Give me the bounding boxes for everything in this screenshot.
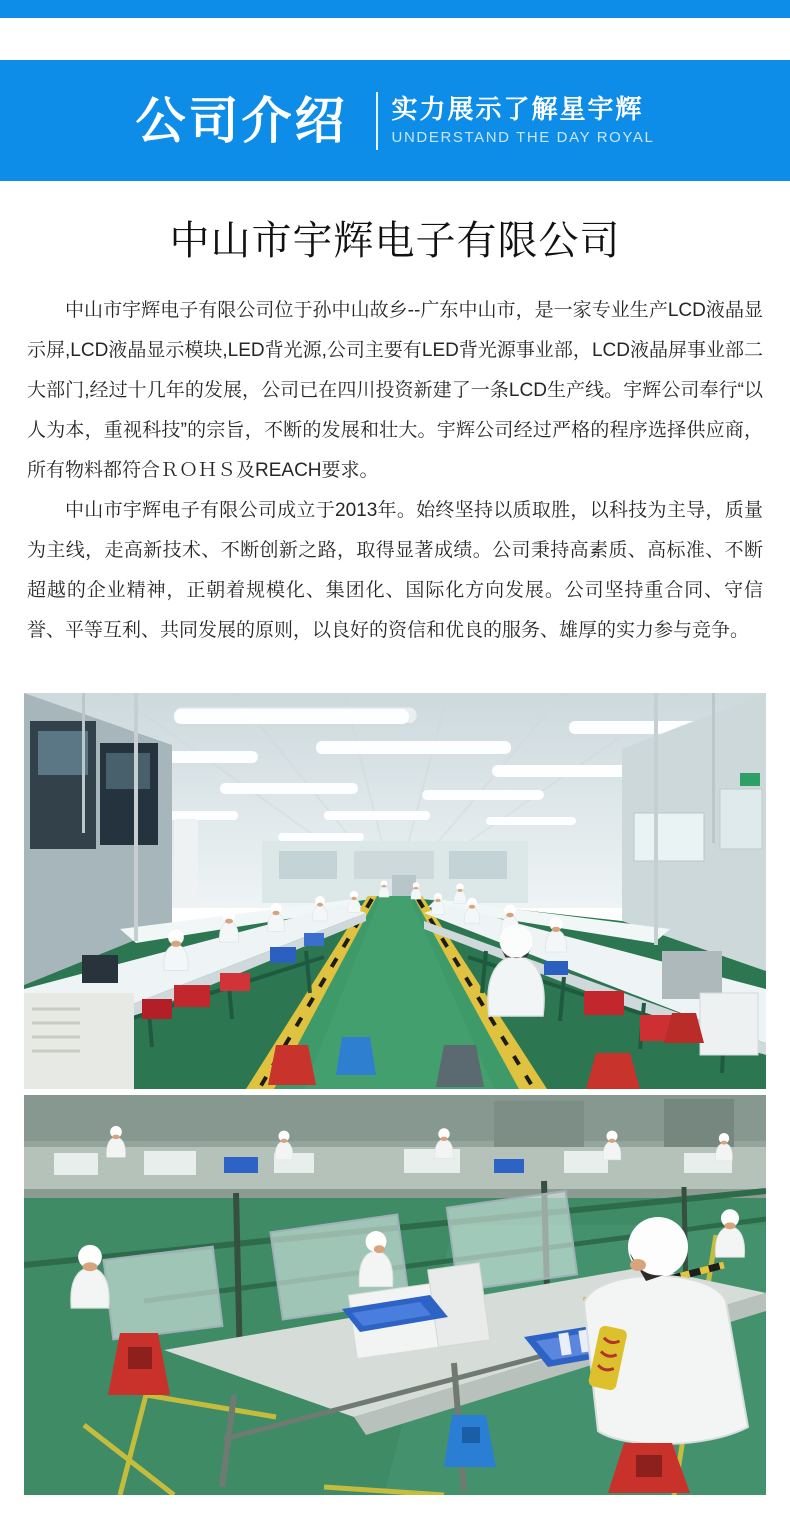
factory-photo-1-illustration: [24, 693, 766, 1089]
banner-subtitle-en: UNDERSTAND THE DAY ROYAL: [391, 129, 655, 147]
company-paragraph-1: 中山市宇辉电子有限公司位于孙中山故乡--广东中山市，是一家专业生产LCD液晶显示屏,LCD液晶显示模块,LED背光源,公司主要有LED背光源事业部，LCD液晶屏事业部二大部门,经过十几年的发展，公司已在四川投资新建了一条LCD生产线。宇辉公司奉行“以人为本，重视科技”的宗旨，不断的发展和壮大。宇辉公司经过严格的程序选择供应商，所有物料都符合ＲＯＨＳ及REACH要求。: [27, 300, 763, 481]
section-title: 公司介绍: [135, 92, 348, 149]
company-name-heading: 中山市宇辉电子有限公司: [169, 219, 621, 263]
banner-content: [136, 92, 655, 150]
factory-photo-production-line: [24, 693, 766, 1089]
section-banner: [0, 60, 790, 181]
banner-subtitle-group: [392, 95, 655, 147]
factory-photo-2-illustration: [24, 1095, 766, 1495]
top-accent-strip: [0, 0, 790, 18]
banner-divider: [376, 92, 378, 150]
company-description: [27, 291, 763, 651]
company-paragraph-2: 中山市宇辉电子有限公司成立于2013年。始终坚持以质取胜，以科技为主导，质量为主线，走高新技术、不断创新之路，取得显著成绩。公司秉持高素质、高标准、不断超越的企业精神，正朝着规模化、集团化、国际化方向发展。公司坚持重合同、守信誉、平等互利、共同发展的原则，以良好的资信和优良的服务、雄厚的实力参与竞争。: [27, 500, 763, 641]
factory-photo-assembly-bench: [24, 1095, 766, 1495]
banner-subtitle-cn: 实力展示了解星宇辉: [391, 93, 644, 124]
